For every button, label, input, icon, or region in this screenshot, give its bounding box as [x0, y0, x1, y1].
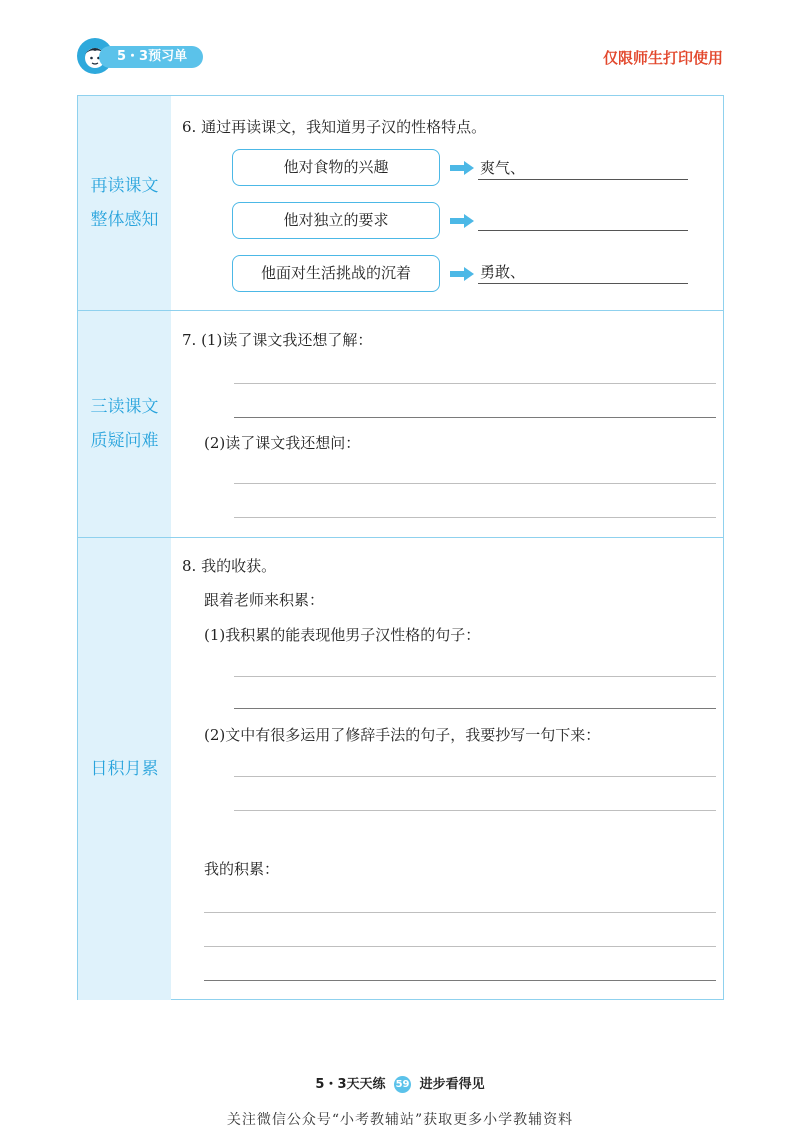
writing-line[interactable]	[234, 708, 716, 709]
writing-line[interactable]	[234, 810, 716, 811]
writing-line[interactable]	[234, 483, 716, 484]
section-label-line: 三读课文	[90, 397, 159, 417]
section-label	[78, 96, 171, 310]
question-6-prompt: 6. 通过再读课文，我知道男子汉的性格特点。	[182, 118, 487, 136]
print-notice: 仅限师生打印使用	[602, 49, 723, 67]
my-accumulation-label: 我的积累：	[204, 860, 280, 878]
section-question	[78, 311, 723, 538]
section-content	[171, 96, 723, 310]
section-content	[171, 311, 723, 537]
answer-field[interactable]: 爽气、	[478, 156, 688, 180]
section-content	[171, 538, 723, 1000]
question-8-sub: 跟着老师来积累：	[204, 591, 325, 609]
writing-line[interactable]	[204, 912, 716, 913]
writing-line[interactable]	[234, 517, 716, 518]
footer-left: 5・3天天练	[315, 1077, 386, 1092]
arrow-right-icon	[450, 267, 474, 281]
writing-line[interactable]	[204, 980, 716, 981]
bottom-note: 关注微信公众号“小考教辅站”获取更多小学教辅资料	[226, 1112, 574, 1128]
section-reread	[78, 96, 723, 311]
page-number: 59	[394, 1076, 411, 1093]
question-8-part2: (2)文中有很多运用了修辞手法的句子，我要抄写一句下来：	[204, 726, 601, 744]
writing-line[interactable]	[234, 383, 716, 384]
arrow-right-icon	[450, 214, 474, 228]
section-accumulate	[78, 538, 723, 1000]
answer-field[interactable]	[478, 207, 688, 231]
writing-line[interactable]	[234, 676, 716, 677]
section-label-line: 日积月累	[90, 759, 159, 779]
section-label-line: 再读课文	[90, 176, 159, 196]
trait-box: 他对独立的要求	[232, 202, 440, 239]
answer-field[interactable]: 勇敢、	[478, 260, 688, 284]
worksheet-table	[77, 95, 724, 1000]
section-label-line: 整体感知	[90, 210, 159, 230]
question-8-part1: (1)我积累的能表现他男子汉性格的句子：	[204, 626, 481, 644]
arrow-right-icon	[450, 161, 474, 175]
writing-line[interactable]	[234, 776, 716, 777]
badge-label: 5・3预习单	[99, 46, 203, 68]
page-footer	[0, 1073, 800, 1093]
trait-box: 他对食物的兴趣	[232, 149, 440, 186]
question-7-part1: 7. (1)读了课文我还想了解：	[182, 331, 373, 349]
section-label-line: 质疑问难	[90, 431, 159, 451]
trait-box: 他面对生活挑战的沉着	[232, 255, 440, 292]
section-label	[78, 311, 171, 537]
writing-line[interactable]	[234, 417, 716, 418]
writing-line[interactable]	[204, 946, 716, 947]
question-8-title: 8. 我的收获。	[182, 557, 277, 575]
section-label	[78, 538, 171, 1000]
header-badge	[77, 38, 203, 74]
footer-right: 进步看得见	[419, 1077, 485, 1092]
question-7-part2: (2)读了课文我还想问：	[204, 434, 361, 452]
